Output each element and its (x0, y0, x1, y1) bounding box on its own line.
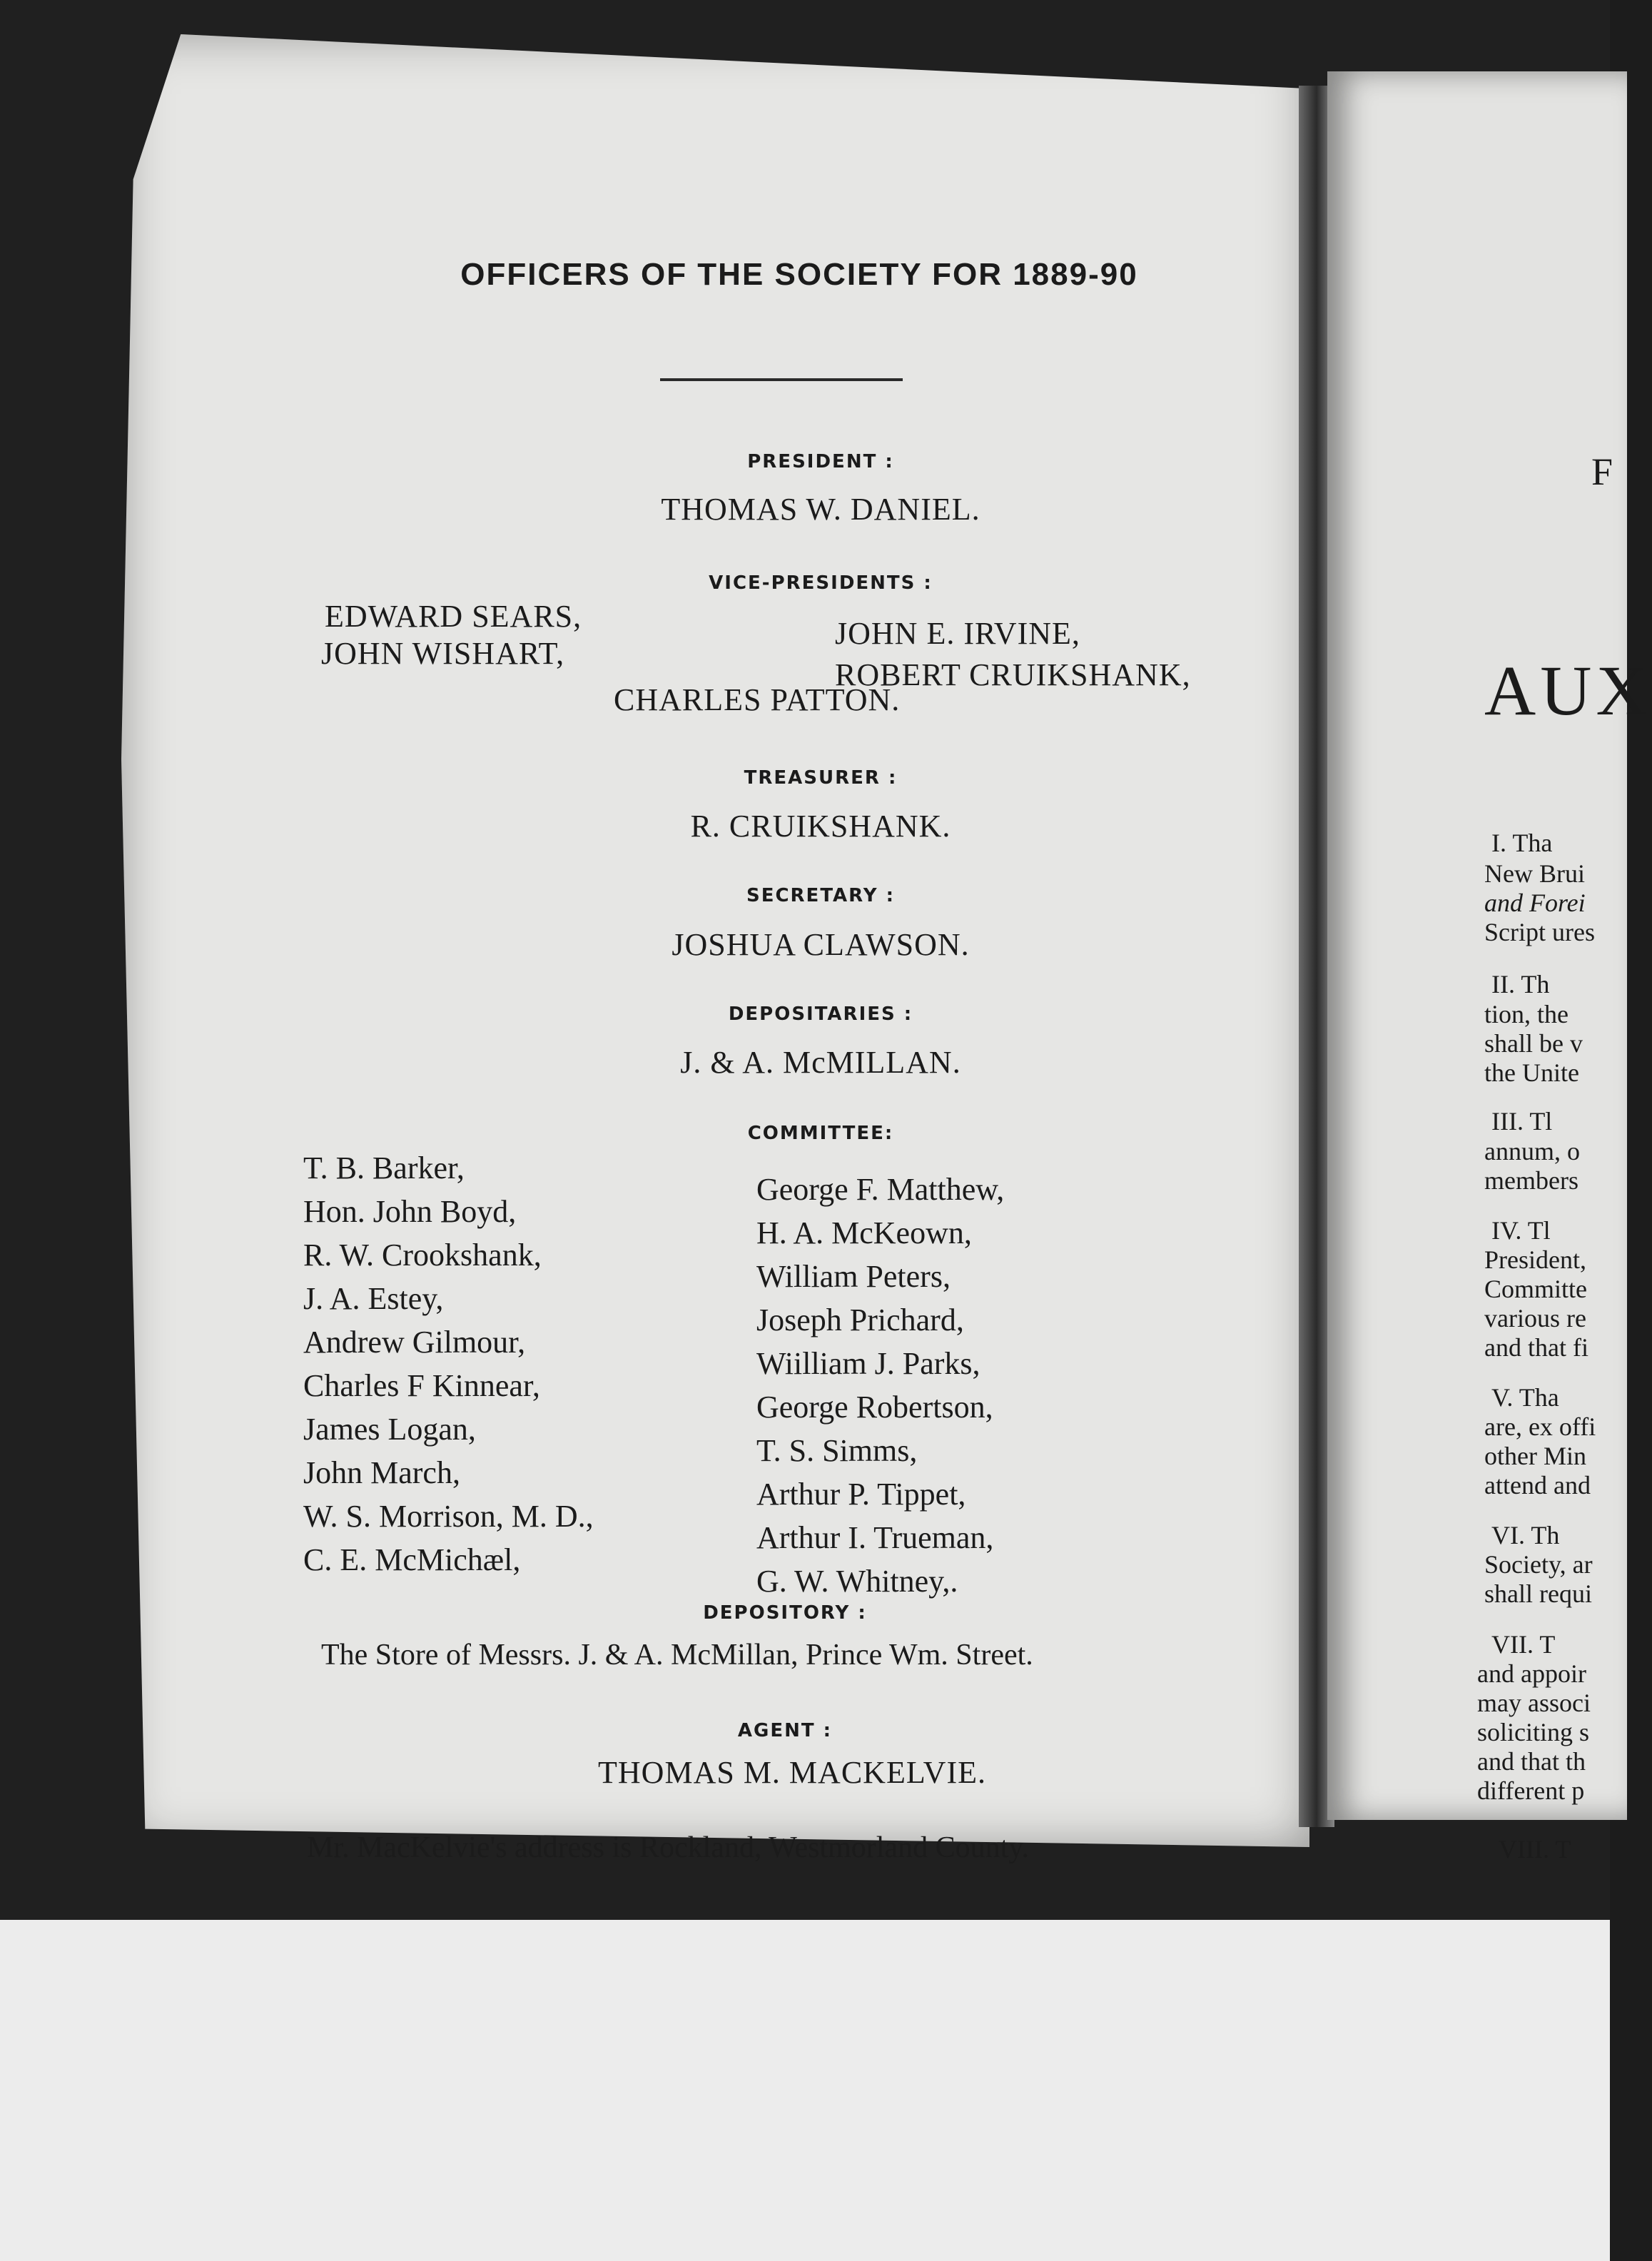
right-line: annum, o (1484, 1137, 1580, 1165)
right-line: VIII. T (1499, 1835, 1571, 1863)
committee-member: Hon. John Boyd, (303, 1194, 517, 1229)
secretary-name: JOSHUA CLAWSON. (672, 927, 970, 962)
treasurer-name: R. CRUIKSHANK. (690, 809, 951, 844)
agent-name: THOMAS M. MACKELVIE. (598, 1755, 986, 1790)
title-rule (660, 378, 903, 381)
depository-text: The Store of Messrs. J. & A. McMillan, Prince Wm. Street. (321, 1639, 1033, 1671)
right-line: VII. T (1491, 1630, 1556, 1659)
right-line: Committe (1484, 1275, 1587, 1303)
treasurer-label: TREASURER : (744, 767, 898, 789)
right-line: VI. Th (1491, 1521, 1560, 1549)
agent-label: AGENT : (737, 1720, 833, 1741)
right-line: and Forei (1484, 889, 1586, 917)
committee-member: Arthur P. Tippet, (756, 1477, 966, 1512)
committee-member: C. E. McMichæl, (303, 1542, 521, 1577)
depositaries-label: DEPOSITARIES : (728, 1003, 913, 1025)
president-name: THOMAS W. DANIEL. (661, 492, 980, 527)
committee-member: Charles F Kinnear, (303, 1368, 540, 1403)
vice-president-1: EDWARD SEARS, (325, 599, 582, 634)
committee-member: Andrew Gilmour, (303, 1325, 526, 1360)
committee-member: George Robertson, (756, 1390, 993, 1425)
right-line: tion, the (1484, 1000, 1569, 1028)
right-line: various re (1484, 1304, 1586, 1332)
right-line: are, ex offi (1484, 1412, 1596, 1441)
committee-member: Joseph Prichard, (756, 1303, 964, 1337)
vice-president-2: JOHN WISHART, (321, 636, 565, 671)
depository-label: DEPOSITORY : (703, 1602, 867, 1624)
committee-member: William Peters, (756, 1259, 951, 1294)
right-corner-letter: F (1591, 450, 1613, 493)
right-line: the Unite (1484, 1058, 1579, 1087)
right-line: shall be v (1484, 1029, 1583, 1058)
right-line: may associ (1477, 1689, 1591, 1717)
committee-label: COMMITTEE: (747, 1123, 894, 1144)
committee-left-column (303, 1146, 594, 1582)
committee-right-column (756, 1168, 1004, 1603)
right-line: soliciting s (1477, 1718, 1590, 1746)
right-line: Script ures (1484, 918, 1595, 946)
right-line: New Brui (1484, 859, 1585, 888)
vice-presidents-label: VICE-PRESIDENTS : (709, 572, 933, 594)
right-line: different p (1477, 1776, 1585, 1805)
secretary-label: SECRETARY : (746, 885, 896, 906)
right-line: and that fi (1484, 1333, 1588, 1362)
vice-president-5: CHARLES PATTON. (614, 682, 901, 717)
right-line: and appoir (1477, 1659, 1586, 1688)
right-line: I. Tha (1491, 829, 1553, 857)
right-line: and that th (1477, 1747, 1586, 1776)
vice-president-4: ROBERT CRUIKSHANK, (835, 657, 1191, 692)
committee-member: Arthur I. Trueman, (756, 1520, 994, 1555)
committee-member: T. S. Simms, (756, 1433, 918, 1468)
committee-member: T. B. Barker, (303, 1150, 465, 1185)
right-line: other Min (1484, 1442, 1586, 1470)
right-line: III. Tl (1491, 1107, 1553, 1135)
agent-address: Mr. MacKelvie's address is Rockland, Westmorland County. (307, 1831, 1030, 1864)
vice-president-3: JOHN E. IRVINE, (835, 616, 1080, 651)
committee-member: Wiilliam J. Parks, (756, 1346, 980, 1381)
right-line: shall requi (1484, 1579, 1592, 1608)
committee-member: James Logan, (303, 1412, 476, 1447)
depositaries-name: J. & A. McMILLAN. (680, 1045, 961, 1080)
committee-member: George F. Matthew, (756, 1172, 1005, 1207)
right-line: II. Th (1491, 970, 1550, 998)
right-line: members (1484, 1166, 1578, 1195)
committee-member: John March, (303, 1455, 460, 1490)
right-line: attend and (1484, 1471, 1591, 1499)
right-line: President, (1484, 1245, 1586, 1274)
right-line: IV. Tl (1491, 1216, 1551, 1245)
film-margin (0, 1920, 1610, 2261)
right-line: V. Tha (1491, 1383, 1559, 1412)
committee-member: R. W. Crookshank, (303, 1238, 542, 1273)
committee-member: W. S. Morrison, M. D., (303, 1499, 594, 1534)
president-label: PRESIDENT : (747, 451, 894, 472)
page-title: OFFICERS OF THE SOCIETY FOR 1889-90 (460, 257, 1138, 292)
committee-member: H. A. McKeown, (756, 1215, 972, 1250)
right-line: Society, ar (1484, 1550, 1593, 1579)
committee-member: J. A. Estey, (303, 1281, 444, 1316)
right-page-heading: AUX (1484, 651, 1652, 730)
committee-member: G. W. Whitney,. (756, 1564, 958, 1599)
